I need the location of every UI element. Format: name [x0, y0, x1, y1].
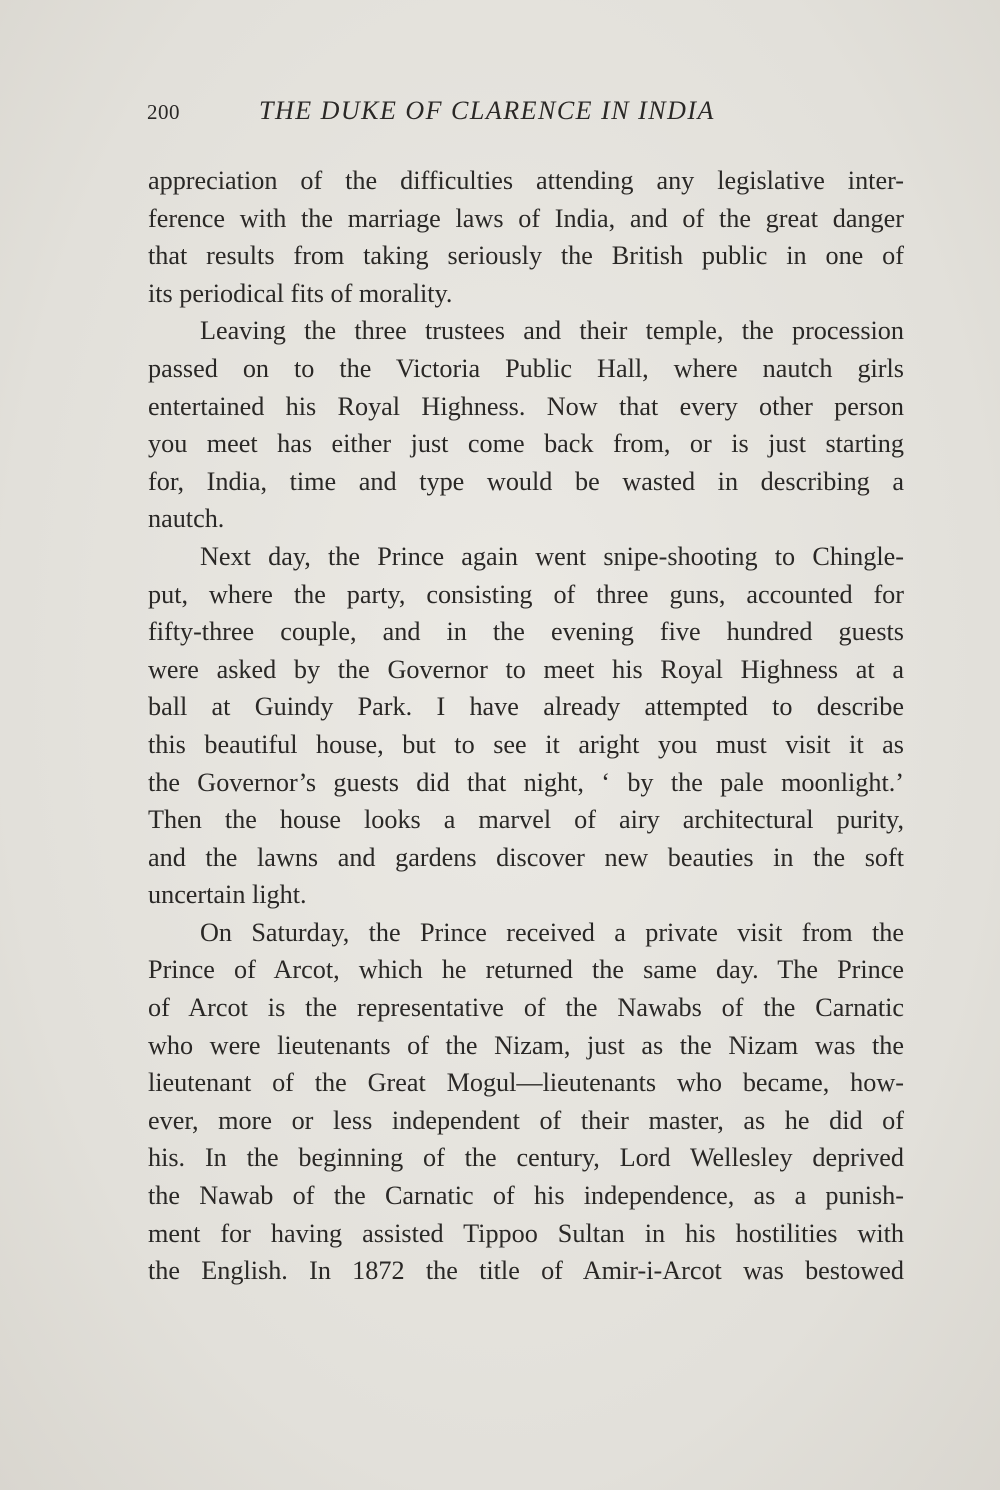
text-line: his. In the beginning of the century, Lord Wellesley deprived — [148, 1143, 904, 1173]
page-number: 200 — [147, 100, 180, 124]
paragraph — [148, 538, 904, 914]
text-line: Then the house looks a marvel of airy architectural purity, — [148, 805, 904, 835]
text-line: put, where the party, consisting of three guns, accounted for — [148, 579, 904, 609]
text-line: you meet has either just come back from, or is just starting — [148, 429, 904, 459]
paragraph — [148, 312, 904, 538]
body-text — [148, 162, 904, 1290]
text-line: Prince of Arcot, which he returned the same day. The Prince — [148, 955, 904, 985]
text-line: and the lawns and gardens discover new beauties in the soft — [148, 842, 904, 872]
text-line: ference with the marriage laws of India, and of the great danger — [148, 203, 904, 233]
text-line: who were lieutenants of the Nizam, just as the Nizam was the — [148, 1030, 904, 1060]
paragraph — [148, 914, 904, 1290]
text-line: the Nawab of the Carnatic of his independence, as a punish- — [148, 1181, 904, 1211]
text-line: fifty-three couple, and in the evening five hundred guests — [148, 617, 904, 647]
text-line: this beautiful house, but to see it aright you must visit it as — [148, 729, 904, 759]
text-line: ment for having assisted Tippoo Sultan in his hostilities with — [148, 1218, 904, 1248]
text-line: On Saturday, the Prince received a private visit from the — [200, 917, 904, 947]
text-line: were asked by the Governor to meet his Royal Highness at a — [148, 654, 904, 684]
text-line: ever, more or less independent of their master, as he did of — [148, 1105, 904, 1135]
running-head: THE DUKE OF CLARENCE IN INDIA — [259, 96, 715, 125]
text-line: for, India, time and type would be wasted in describing a — [148, 466, 904, 496]
text-line: Leaving the three trustees and their temple, the procession — [200, 316, 904, 346]
text-line: entertained his Royal Highness. Now that every other person — [148, 391, 904, 421]
text-line: ball at Guindy Park. I have already attempted to describe — [148, 692, 904, 722]
paragraph — [148, 162, 904, 312]
text-line: of Arcot is the representative of the Nawabs of the Carnatic — [148, 993, 904, 1023]
text-line: Next day, the Prince again went snipe-shooting to Chingle- — [200, 541, 904, 571]
text-line: uncertain light. — [148, 880, 307, 910]
text-line: lieutenant of the Great Mogul—lieutenants who became, how- — [148, 1068, 904, 1098]
text-line: nautch. — [148, 504, 225, 534]
text-line: its periodical fits of morality. — [148, 278, 453, 308]
text-line: passed on to the Victoria Public Hall, where nautch girls — [148, 353, 904, 383]
text-line: the Governor’s guests did that night, ‘ by the pale moonlight.’ — [148, 767, 904, 797]
text-line: the English. In 1872 the title of Amir-i-Arcot was bestowed — [148, 1256, 904, 1286]
page-header — [147, 96, 907, 132]
text-line: appreciation of the difficulties attending any legislative inter- — [148, 166, 904, 195]
text-line: that results from taking seriously the British public in one of — [148, 241, 904, 271]
